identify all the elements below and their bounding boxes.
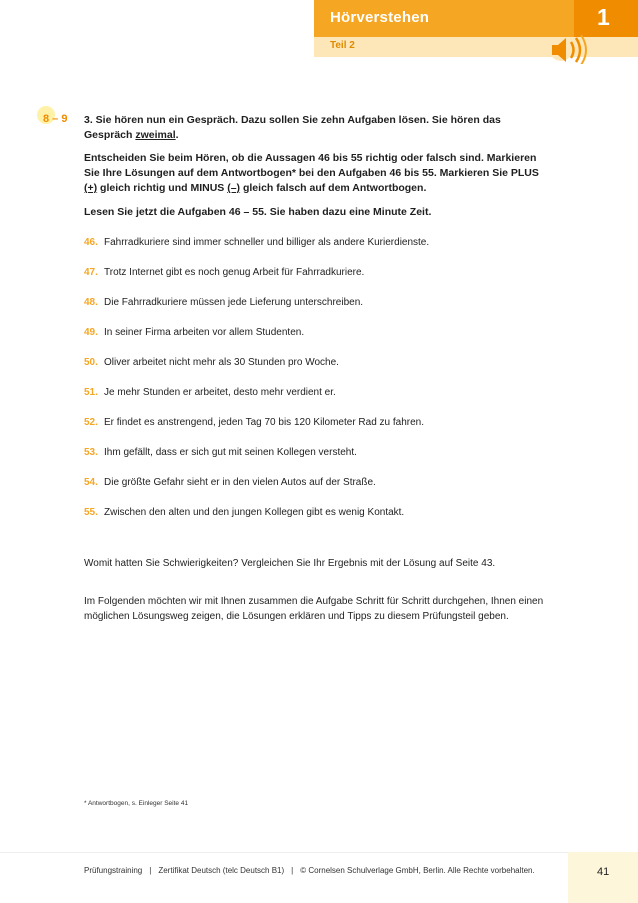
reading-instruction: Lesen Sie jetzt die Aufgaben 46 – 55. Sie haben dazu eine Minute Zeit. [84,206,432,218]
list-item [84,386,336,399]
footer-copyright: © Cornelsen Schulverlage GmbH, Berlin. Alle Rechte vorbehalten. [300,866,535,875]
page-number: 41 [597,866,610,878]
item-number: 55. [84,507,98,518]
track-number: 8 – 9 [43,113,68,125]
item-text: Zwischen den alten und den jungen Kollegen gibt es wenig Kontakt. [104,507,405,518]
footer [84,866,535,875]
item-number: 54. [84,477,98,488]
list-item [84,506,404,519]
item-text: Er findet es anstrengend, jeden Tag 70 bis 120 Kilometer Rad zu fahren. [104,417,425,428]
instr-text-c: gleich falsch auf dem Antwortbogen. [240,182,427,194]
list-item [84,326,304,339]
task-intro [84,113,534,143]
item-number: 48. [84,297,98,308]
item-text: Je mehr Stunden er arbeitet, desto mehr verdient er. [104,387,336,398]
list-item [84,236,429,249]
footer-separator: | [291,866,294,875]
item-text: Oliver arbeitet nicht mehr als 30 Stunden pro Woche. [104,357,339,368]
item-number: 51. [84,387,98,398]
intro-text: 3. Sie hören nun ein Gespräch. Dazu sollen Sie zehn Aufgaben lösen. Sie hören das Gespräch [84,114,501,141]
chapter-number: 1 [597,4,610,30]
footer-separator: | [149,866,152,875]
item-text: Die größte Gefahr sieht er in den vielen Autos auf der Straße. [104,477,376,488]
list-item [84,476,376,489]
list-item [84,446,357,459]
list-item [84,296,363,309]
item-text: Trotz Internet gibt es noch genug Arbeit für Fahrradkuriere. [104,267,365,278]
item-number: 52. [84,417,98,428]
item-number: 53. [84,447,98,458]
footnote: * Antwortbogen, s. Einleger Seite 41 [84,800,189,807]
item-text: Ihm gefällt, dass er sich gut mit seinen Kollegen versteht. [104,447,357,458]
speaker-icon [546,30,592,64]
instr-text-a: Entscheiden Sie beim Hören, ob die Aussagen 46 bis 55 richtig oder falsch sind. Markieren Sie Ihre Lösungen auf dem Antwortbogen* bei den Aufgaben 46 bis 55. Markieren Sie PLUS [84,152,539,179]
list-item [84,266,364,279]
minus-sign: (–) [227,182,241,194]
list-item [84,416,424,429]
item-number: 46. [84,237,98,248]
item-text: Die Fahrradkuriere müssen jede Lieferung unterschreiben. [104,297,364,308]
item-text: In seiner Firma arbeiten vor allem Studenten. [104,327,305,338]
plus-sign: (+) [84,182,98,194]
footer-book: Prüfungstraining [84,866,143,875]
item-number: 50. [84,357,98,368]
item-text: Fahrradkuriere sind immer schneller und billiger als andere Kurierdienste. [104,237,430,248]
task-instructions [84,151,544,196]
intro-emphasis: zweimal [135,129,176,141]
footer-exam: Zertifikat Deutsch (telc Deutsch B1) [158,866,285,875]
item-number: 47. [84,267,98,278]
followup-paragraph: Im Folgenden möchten wir mit Ihnen zusammen die Aufgabe Schritt für Schritt durchgehen, Ihnen einen möglichen Lösungsweg zeigen, die Lösungen erklären und Tipps zu diesem Prüfungsteil geben. [84,596,544,622]
section-subtitle: Teil 2 [330,40,355,51]
intro-end: . [175,129,179,141]
instr-text-b: gleich richtig und MINUS [97,182,228,194]
list-item [84,356,339,369]
footer-divider [0,852,638,853]
item-number: 49. [84,327,98,338]
section-title: Hörverstehen [330,9,430,26]
compare-paragraph: Womit hatten Sie Schwierigkeiten? Vergleichen Sie Ihr Ergebnis mit der Lösung auf Seite 43. [84,558,496,569]
